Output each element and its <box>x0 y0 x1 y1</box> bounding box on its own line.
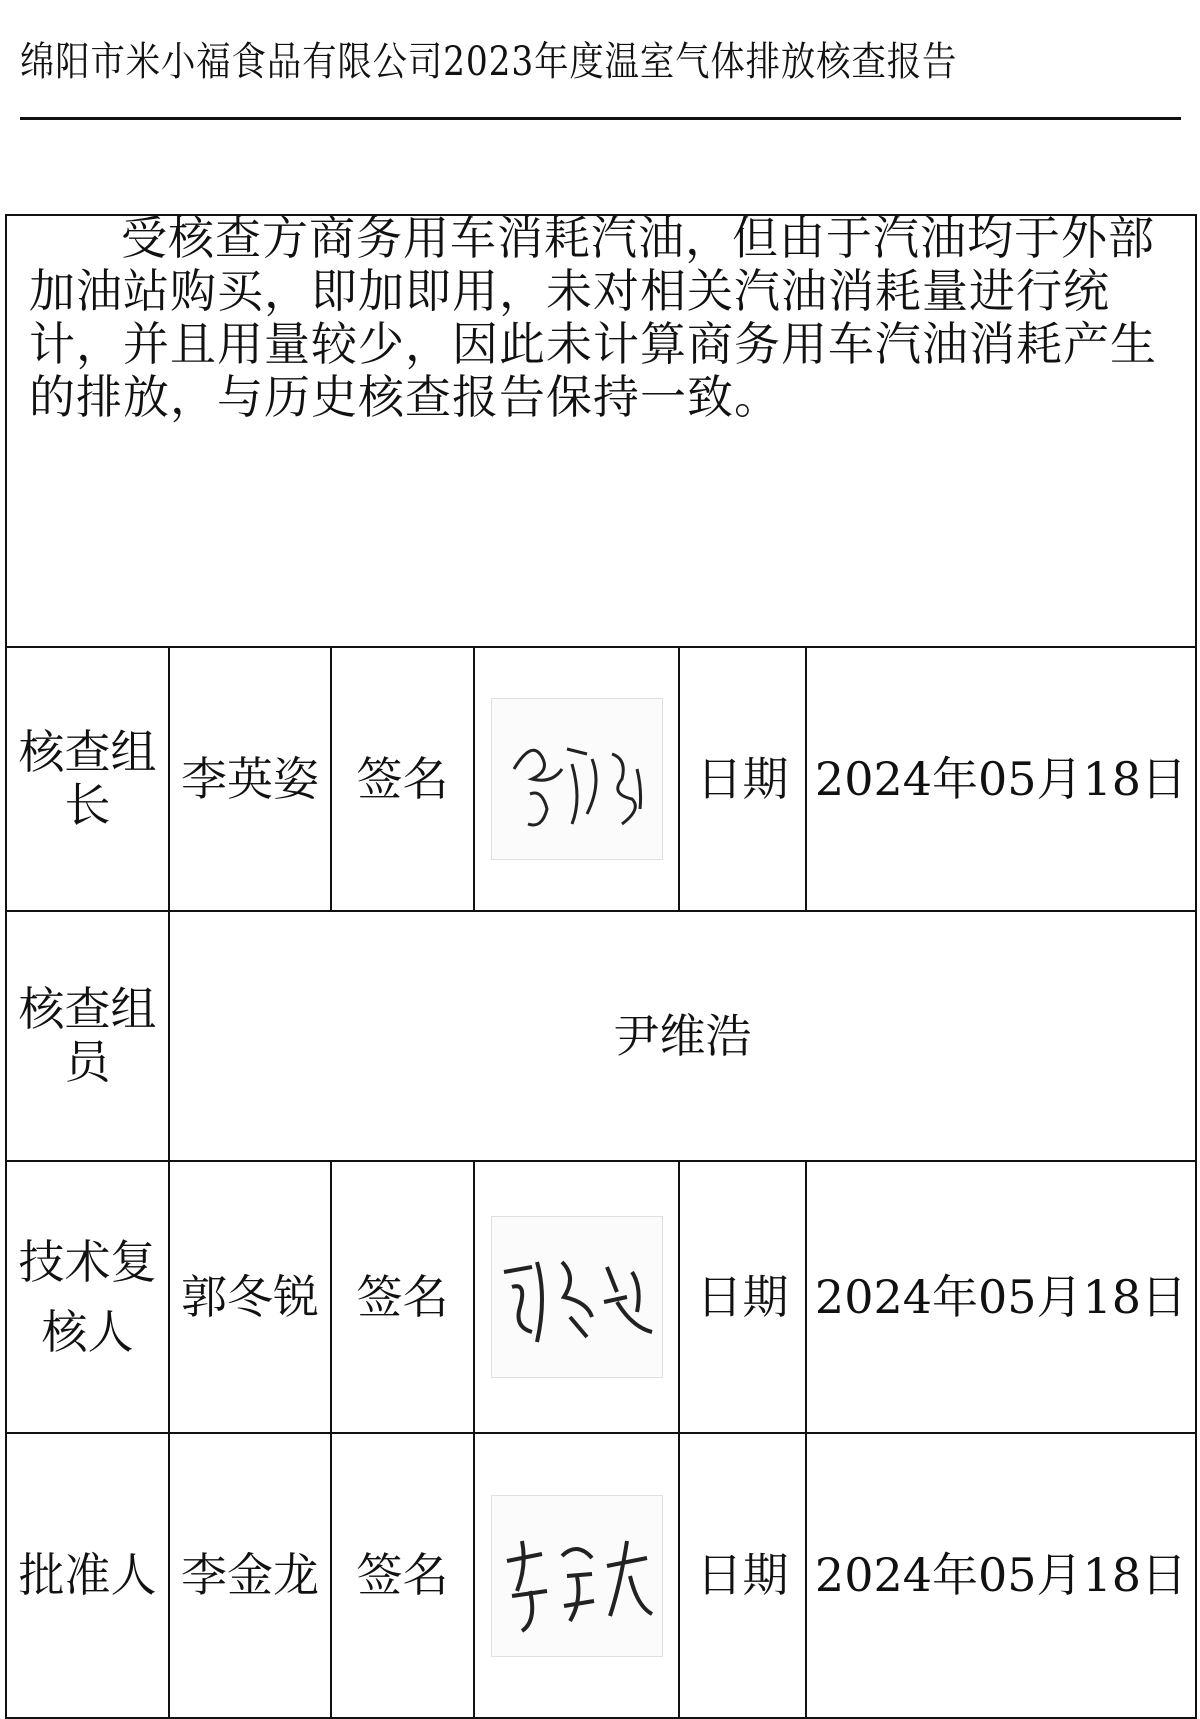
table-row <box>6 911 1196 1161</box>
role-cell <box>6 1161 169 1433</box>
signature-image <box>491 1216 663 1378</box>
name-cell: 尹维浩 <box>169 911 1196 1161</box>
name-cell: 李英姿 <box>169 647 331 911</box>
name-cell: 李金龙 <box>169 1433 331 1718</box>
sign-label: 签名 <box>331 1161 474 1433</box>
signature-image <box>491 1495 663 1657</box>
sign-label: 签名 <box>331 1433 474 1718</box>
role-cell: 核查组员 <box>6 911 169 1161</box>
date-value: 2024年05月18日 <box>806 1433 1196 1718</box>
gasoline-paragraph: 受核查方商务用车消耗汽油，但由于汽油均于外部加油站购买，即加即用，未对相关汽油消耗量进行统计，并且用量较少，因此未计算商务用车汽油消耗产生的排放，与历史核查报告保持一致。 <box>29 211 1157 424</box>
signature-cell <box>474 1433 679 1718</box>
name-cell: 郭冬锐 <box>169 1161 331 1433</box>
table-row <box>6 1433 1196 1718</box>
role-cell: 核查组长 <box>6 647 169 911</box>
report-table <box>5 211 1197 1719</box>
table-row <box>6 647 1196 911</box>
gasoline-paragraph-cell <box>6 211 1196 647</box>
page-header-title: 绵阳市米小福食品有限公司2023年度温室气体排放核查报告 <box>20 39 958 85</box>
date-label: 日期 <box>679 1433 806 1718</box>
signature-cell <box>474 1161 679 1433</box>
date-label: 日期 <box>679 647 806 911</box>
table-row <box>6 1161 1196 1433</box>
signature-image <box>491 698 663 860</box>
role-text: 技术复核人 <box>18 1235 157 1359</box>
date-value: 2024年05月18日 <box>806 1161 1196 1433</box>
signature-cell <box>474 647 679 911</box>
date-label: 日期 <box>679 1161 806 1433</box>
header-rule <box>20 117 1181 120</box>
sign-label: 签名 <box>331 647 474 911</box>
role-cell: 批准人 <box>6 1433 169 1718</box>
date-value: 2024年05月18日 <box>806 647 1196 911</box>
